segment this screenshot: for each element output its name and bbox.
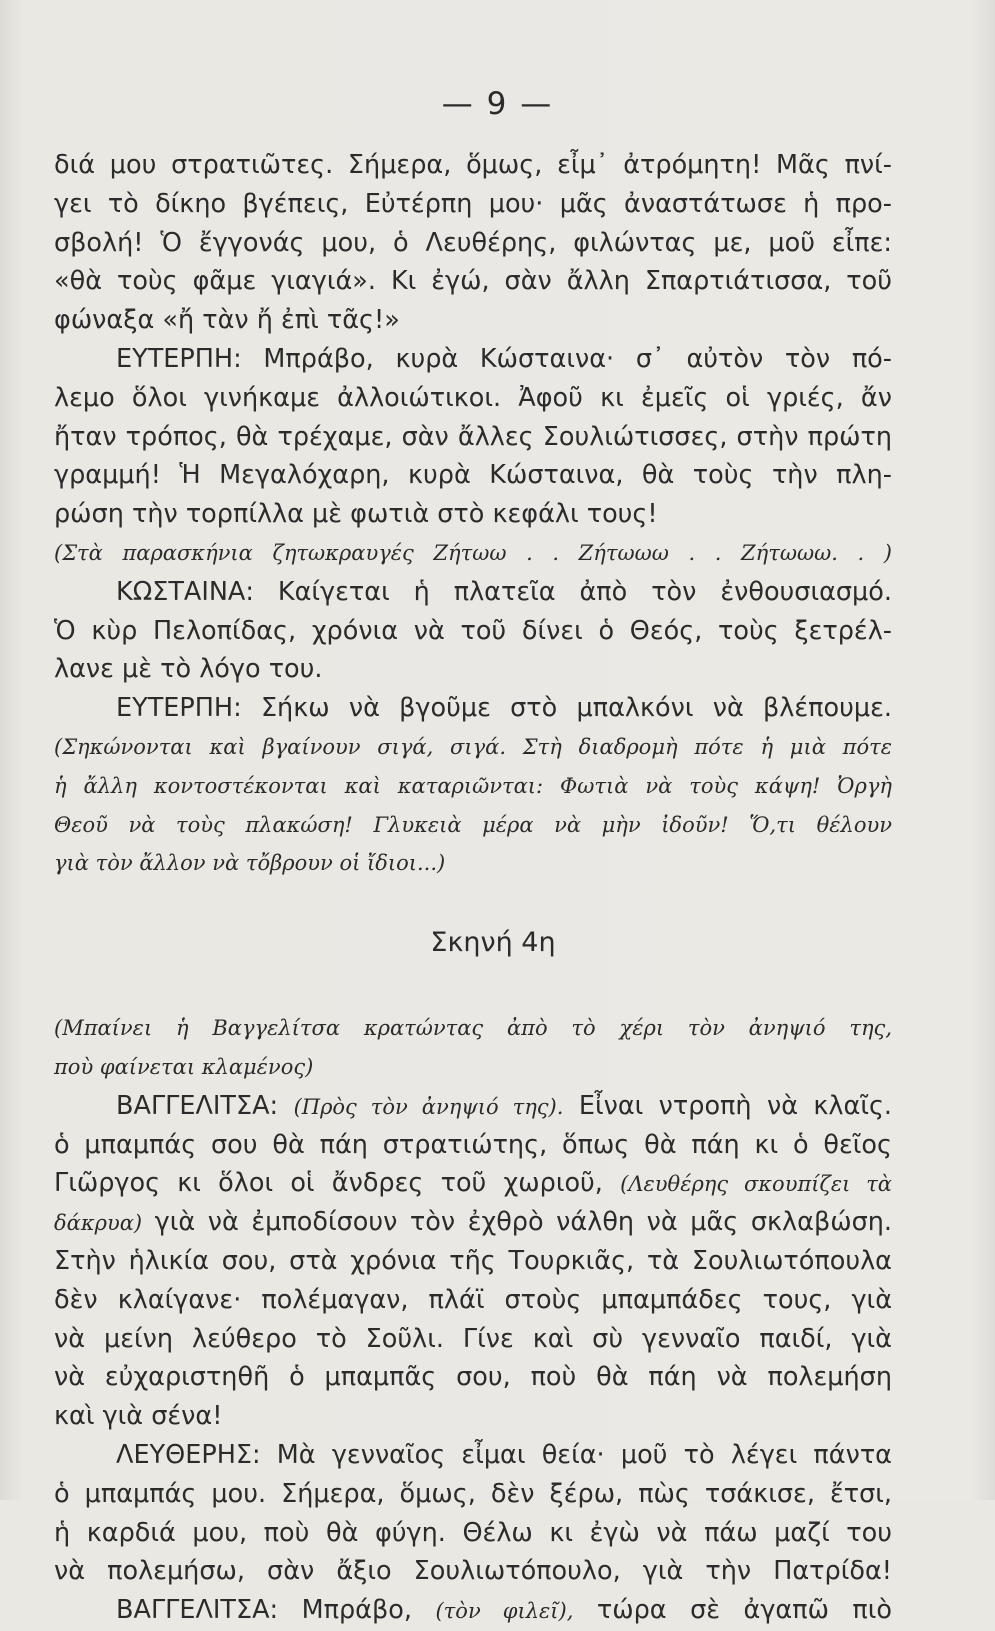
stage-direction: γιὰ τὸν ἄλλον νὰ τὄβρουν οἱ ἴδιοι...) <box>54 851 446 876</box>
dialogue-text: τώρα σὲ ἀγαπῶ πιὸ <box>596 1595 893 1626</box>
page-body <box>54 146 892 1630</box>
scene-title: Σκηνή 4η <box>430 927 556 959</box>
dialogue-text: Γιῶργος κι ὅλοι οἱ ἄνδρες τοῦ χωριοῦ, <box>54 1168 603 1199</box>
text-line <box>54 1203 892 1242</box>
page-number: — 9 — <box>441 86 554 122</box>
speaker-name: ΒΑΓΓΕΛΙΤΣΑ: <box>116 1090 279 1121</box>
text-line: νὰ μείνη λεύθερο τὸ Σοῦλι. Γίνε καὶ σὺ γενναῖο παιδί, γιὰ <box>54 1323 892 1354</box>
stage-direction-inline: (Λευθέρης σκουπίζει τὰ <box>620 1172 892 1197</box>
stage-direction: (Στὰ παρασκήνια ζητωκραυγές Ζήτωω . . Ζήτωωω . . Ζήτωωω. . ) <box>54 540 892 565</box>
dialogue-text: γιὰ νὰ ἐμποδίσουν τὸν ἐχθρὸ νάλθη νὰ μᾶς σκλαβώση. <box>154 1207 892 1238</box>
text-line: «θὰ τοὺς φᾶμε γιαγιά». Κι ἐγώ, σὰν ἄλλη Σπαρτιάτισσα, τοῦ <box>54 266 892 297</box>
text-line: ἡ καρδιά μου, ποὺ θὰ φύγη. Θέλω κι ἐγὼ νὰ πάω μαζί του <box>54 1517 892 1548</box>
text-line <box>54 1164 892 1203</box>
text-line: ὁ μπαμπάς σου θὰ πάη στρατιώτης, ὅπως θὰ πάη κι ὁ θεῖος <box>54 1129 892 1160</box>
dialogue-text: ΒΑΓΓΕΛΙΤΣΑ: Μπράβο, <box>116 1595 412 1626</box>
stage-direction: (Σηκώνονται καὶ βγαίνουν σιγά, σιγά. Στὴ διαδρομὴ πότε ἡ μιὰ πότε <box>54 734 892 759</box>
dialogue-euterpi: ΕΥΤΕΡΠΗ: Σήκω νὰ βγοῦμε στὸ μπαλκόνι νὰ βλέπουμε. <box>116 693 892 724</box>
dialogue-vangelitsa <box>54 1087 892 1126</box>
text-line: ρώση τὴν τορπίλλα μὲ φωτιὰ στὸ κεφάλι τους! <box>54 499 658 530</box>
text-line: Στὴν ἡλικία σου, στὰ χρόνια τῆς Τουρκιᾶς, τὰ Σουλιωτόπουλα <box>54 1245 892 1276</box>
stage-direction: ποὺ φαίνεται κλαμένος) <box>54 1054 314 1079</box>
dialogue-text: Εἶναι ντροπὴ νὰ κλαῖς. <box>578 1090 893 1121</box>
stage-direction-inline: (τὸν φιλεῖ), <box>435 1599 574 1624</box>
dialogue-vangelitsa <box>54 1591 892 1630</box>
stage-direction-inline: (Πρὸς τὸν ἀνηψιό της). <box>293 1094 564 1119</box>
stage-direction: Θεοῦ νὰ τοὺς πλακώση! Γλυκειὰ μέρα νὰ μὴν ἰδοῦν! Ὅ,τι θέλουν <box>54 812 892 837</box>
text-line: λεμο ὅλοι γινήκαμε ἀλλοιώτικοι. Ἀφοῦ κι ἐμεῖς οἱ γριές, ἄν <box>54 382 892 413</box>
text-line: νὰ εὐχαριστηθῆ ὁ μπαμπᾶς σου, ποὺ θὰ πάη νὰ πολεμήση <box>54 1362 892 1393</box>
text-line: καὶ γιὰ σένα! <box>54 1401 223 1432</box>
stage-direction: (Μπαίνει ἡ Βαγγελίτσα κρατώντας ἀπὸ τὸ χέρι τὸν ἀνηψιό της, <box>54 1016 892 1041</box>
text-line: Ὁ κὺρ Πελοπίδας, χρόνια νὰ τοῦ δίνει ὁ Θεός, τοὺς ξετρέλ- <box>54 615 892 646</box>
text-line: ὁ μπαμπάς μου. Σήμερα, ὅμως, δὲν ξέρω, πὼς τσάκισε, ἔτσι, <box>54 1478 892 1509</box>
text-line: σβολή! Ὁ ἔγγονάς μου, ὁ Λευθέρης, φιλώντας με, μοῦ εἶπε: <box>54 227 892 258</box>
stage-direction-inline: δάκρυα) <box>54 1211 143 1236</box>
stage-direction: ἡ ἄλλη κοντοστέκονται καὶ καταριῶνται: Φωτιὰ νὰ τοὺς κάψη! Ὀργὴ <box>54 773 892 798</box>
text-line: λανε μὲ τὸ λόγο του. <box>54 654 323 685</box>
dialogue-leftheris: ΛΕΥΘΕΡΗΣ: Μὰ γενναῖος εἶμαι θεία· μοῦ τὸ λέγει πάντα <box>116 1439 892 1470</box>
text-line: γει τὸ δίκηο βγέπεις, Εὐτέρπη μου· μᾶς ἀναστάτωσε ἡ προ- <box>54 188 892 219</box>
dialogue-euterpi: ΕΥΤΕΡΠΗ: Μπράβο, κυρὰ Κώσταινα· σ᾽ αὐτὸν τὸν πό- <box>116 343 892 374</box>
text-line: γραμμή! Ἡ Μεγαλόχαρη, κυρὰ Κώσταινα, θὰ τοὺς τὴν πλη- <box>54 460 892 491</box>
text-line: ἤταν τρόπος, θὰ τρέχαμε, σὰν ἄλλες Σουλιώτισσες, στὴν πρώτη <box>54 421 892 452</box>
text-line: δὲν κλαίγανε· πολέμαγαν, πλάϊ στοὺς μπαμπάδες τους, γιὰ <box>54 1284 892 1315</box>
text-line: νὰ πολεμήσω, σὰν ἄξιο Σουλιωτόπουλο, γιὰ τὴν Πατρίδα! <box>54 1556 892 1587</box>
text-line: διά μου στρατιῶτες. Σήμερα, ὅμως, εἶμ᾽ ἀτρόμητη! Μᾶς πνί- <box>54 150 892 180</box>
dialogue-kostaina: ΚΩΣΤΑΙΝΑ: Καίγεται ἡ πλατεῖα ἀπὸ τὸν ἐνθουσιασμό. <box>116 576 892 607</box>
text-line: φώναξα «ἤ τὰν ἤ ἐπὶ τᾶς!» <box>54 305 400 336</box>
